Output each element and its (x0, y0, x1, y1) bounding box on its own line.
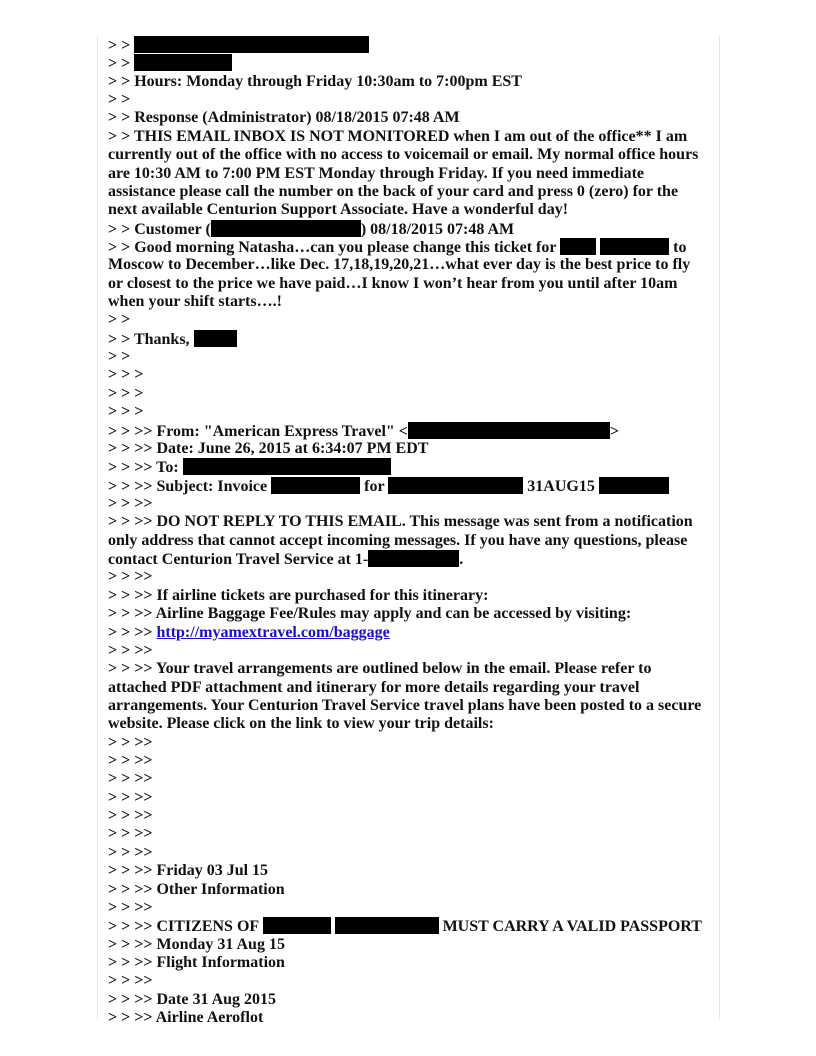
email-line (108, 568, 702, 586)
email-line (108, 587, 702, 605)
email-line (108, 293, 702, 311)
email-line (108, 660, 702, 678)
line-text: > > >> (108, 752, 153, 770)
redaction-box (368, 550, 459, 567)
line-text: > > > (108, 403, 144, 421)
redaction-box (560, 238, 596, 255)
email-line (108, 550, 702, 568)
line-text: > > >> (108, 641, 153, 659)
line-text: > > >> (108, 825, 153, 843)
redaction-box (183, 458, 391, 475)
email-line (108, 862, 702, 880)
email-line (108, 238, 702, 256)
email-line (108, 275, 702, 293)
email-line (108, 917, 702, 935)
line-text: . (459, 551, 464, 569)
line-text: > > >> Your travel arrangements are outlined below in the email. Please refer to (108, 660, 652, 678)
line-text: > > >> If airline tickets are purchased for this itinerary: (108, 586, 489, 604)
email-line (108, 256, 702, 274)
redaction-box (134, 36, 369, 53)
line-text: to (669, 238, 687, 256)
line-text: > > >> DO NOT REPLY TO THIS EMAIL. This message was sent from a notification (108, 513, 693, 531)
line-text: 31AUG15 (523, 477, 599, 495)
line-text: Moscow to December…like Dec. 17,18,19,20,21…what ever day is the best price to fly (108, 256, 691, 274)
email-line (108, 458, 702, 476)
email-line (108, 91, 702, 109)
email-line (108, 385, 702, 403)
email-line (108, 422, 702, 440)
line-text: > > >> (108, 898, 153, 916)
email-line (108, 532, 702, 550)
email-line (108, 752, 702, 770)
line-text: contact Centurion Travel Service at 1- (108, 551, 369, 569)
redaction-box (271, 477, 360, 494)
baggage-link[interactable]: http://myamextravel.com/baggage (156, 623, 390, 641)
line-text: > > >> (108, 843, 153, 861)
line-text: > > >> (108, 733, 153, 751)
line-text: > > Thanks, (108, 330, 194, 348)
line-text: > (609, 422, 620, 440)
email-line (108, 146, 702, 164)
email-line (108, 954, 702, 972)
redaction-box (388, 477, 523, 494)
line-text: > > >> (108, 807, 153, 825)
email-line (108, 734, 702, 752)
line-text: website. Please click on the link to view your trip details: (108, 715, 494, 733)
line-text: > > >> Date: June 26, 2015 at 6:34:07 PM EDT (108, 439, 429, 457)
line-text: > > (108, 55, 135, 73)
line-text: MUST CARRY A VALID PASSPORT (438, 918, 702, 936)
email-line (108, 899, 702, 917)
redaction-box (134, 54, 232, 71)
email-line (108, 440, 702, 458)
line-text: > > >> Date 31 Aug 2015 (108, 990, 277, 1008)
line-text: > > >> (108, 788, 153, 806)
line-text: > > >> (108, 568, 153, 586)
line-text: > > >> Other Information (108, 880, 285, 898)
line-text: > > >> (108, 770, 153, 788)
line-text: > > Customer ( (108, 220, 211, 238)
email-line (108, 881, 702, 899)
email-line (108, 109, 702, 127)
line-text: > > > (108, 366, 144, 384)
email-line (108, 972, 702, 990)
line-text: > > (108, 348, 131, 366)
line-text: are 10:30 AM to 7:00 PM EST Monday through Friday. If you need immediate (108, 164, 644, 182)
line-text: ) 08/18/2015 07:48 AM (360, 220, 515, 238)
email-line (108, 807, 702, 825)
email-line (108, 36, 702, 54)
email-thread-body (108, 36, 702, 1027)
line-text: > > (108, 91, 131, 109)
line-text: > > THIS EMAIL INBOX IS NOT MONITORED when I am out of the office** I am (108, 127, 688, 145)
email-line (108, 220, 702, 238)
line-text: > > >> Monday 31 Aug 15 (108, 935, 285, 953)
redaction-box (408, 422, 610, 439)
line-text: or closest to the price we have paid…I know I won’t hear from you until after 10am (108, 274, 678, 292)
email-line (108, 1009, 702, 1027)
email-line (108, 624, 702, 642)
redaction-box (599, 477, 669, 494)
email-line (108, 991, 702, 1009)
email-line (108, 770, 702, 788)
email-line (108, 825, 702, 843)
email-line (108, 789, 702, 807)
email-line (108, 165, 702, 183)
email-line (108, 330, 702, 348)
email-line (108, 201, 702, 219)
email-line (108, 54, 702, 72)
line-text: > > >> (108, 494, 153, 512)
email-line (108, 128, 702, 146)
email-line (108, 936, 702, 954)
line-text: for (360, 477, 389, 495)
line-text: > > Good morning Natasha…can you please change this ticket for (108, 238, 561, 256)
line-text: > > >> Airline Baggage Fee/Rules may apply and can be accessed by visiting: (108, 605, 632, 623)
line-text: > > > (108, 384, 144, 402)
redaction-box (194, 330, 237, 347)
line-text: > > >> (108, 972, 153, 990)
line-text: assistance please call the number on the back of your card and press 0 (zero) for the (108, 182, 679, 200)
redaction-box (263, 917, 331, 934)
line-text: > > (108, 37, 135, 54)
email-line (108, 844, 702, 862)
line-text: > > >> Friday 03 Jul 15 (108, 862, 269, 880)
email-line (108, 513, 702, 531)
line-text: currently out of the office with no access to voicemail or email. My normal office hours (108, 146, 699, 164)
email-line (108, 183, 702, 201)
line-text: > > >> Airline Aeroflot (108, 1009, 264, 1027)
email-line (108, 73, 702, 91)
redaction-box (600, 238, 669, 255)
line-text: > > (108, 311, 131, 329)
line-text: > > Hours: Monday through Friday 10:30am to 7:00pm EST (108, 72, 522, 90)
line-text: arrangements. Your Centurion Travel Service travel plans have been posted to a secure (108, 696, 702, 714)
email-line (108, 679, 702, 697)
line-text: > > >> From: "American Express Travel" < (108, 422, 408, 440)
email-line (108, 403, 702, 421)
email-line (108, 715, 702, 733)
line-text: attached PDF attachment and itinerary for more details regarding your travel (108, 678, 640, 696)
email-line (108, 642, 702, 660)
line-text: > > >> To: (108, 459, 183, 477)
redaction-box (211, 220, 361, 237)
email-line (108, 697, 702, 715)
line-text: > > >> CITIZENS OF (108, 918, 263, 936)
email-line (108, 311, 702, 329)
line-text: next available Centurion Support Associate. Have a wonderful day! (108, 201, 569, 219)
redaction-box (335, 917, 439, 934)
line-text: > > Response (Administrator) 08/18/2015 07:48 AM (108, 109, 460, 127)
line-text: > > >> (108, 623, 157, 641)
line-text: when your shift starts….! (108, 293, 282, 311)
line-text: > > >> Flight Information (108, 953, 285, 971)
line-text: only address that cannot accept incoming messages. If you have any questions, please (108, 531, 688, 549)
email-line (108, 348, 702, 366)
line-text: > > >> Subject: Invoice (108, 477, 272, 495)
email-line (108, 366, 702, 384)
email-line (108, 495, 702, 513)
email-line (108, 477, 702, 495)
email-line (108, 605, 702, 623)
